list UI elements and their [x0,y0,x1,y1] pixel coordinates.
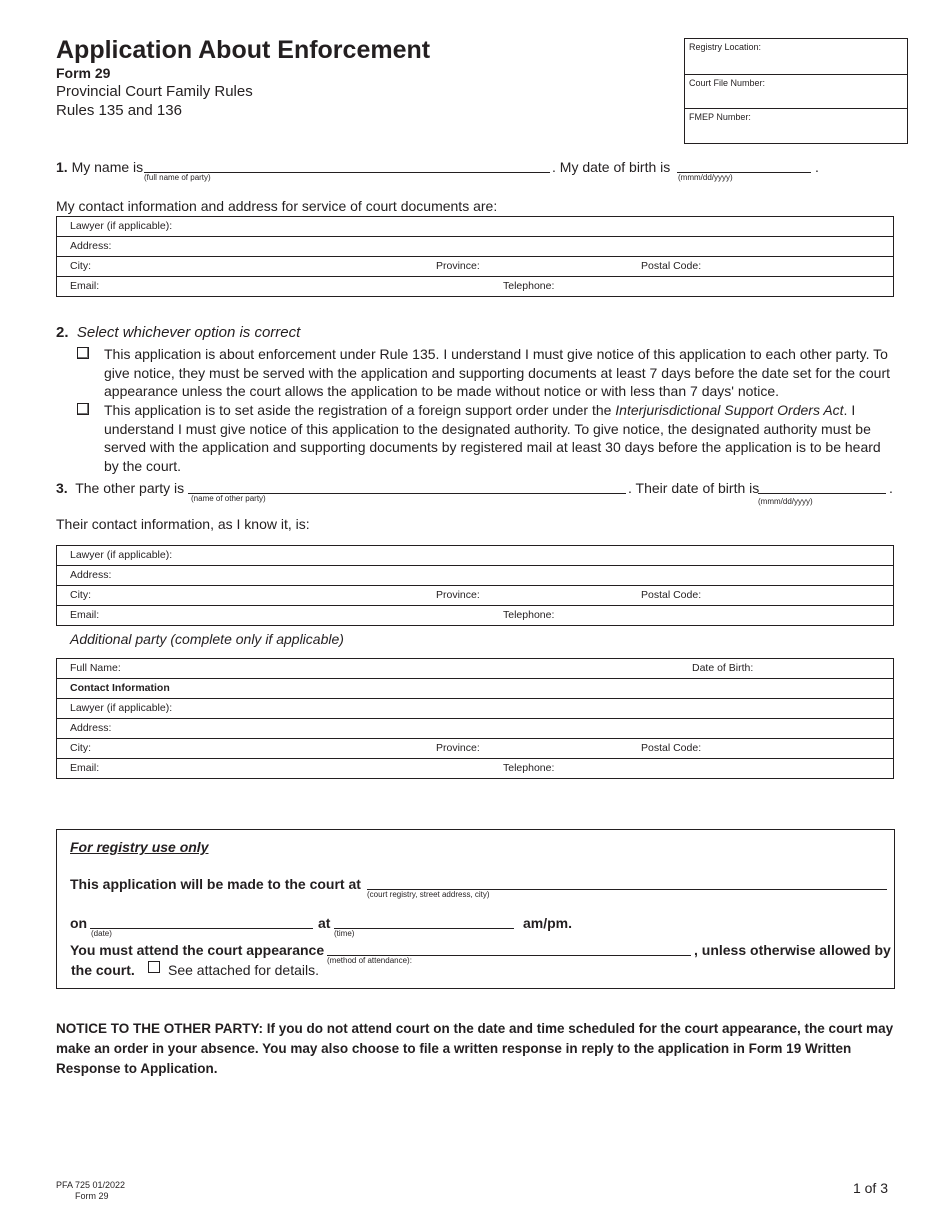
court-file-number-field[interactable] [685,75,907,109]
option-2-checkbox[interactable] [77,403,89,415]
section-2-heading-text: Select whichever option is correct [76,324,301,341]
attend-label: You must attend the court appearance [70,942,325,958]
date-caption: (date) [91,929,112,938]
postal-code-label: Postal Code: [641,742,702,754]
ampm-label: am/pm. [523,915,573,931]
lawyer-label: Lawyer (if applicable): [70,220,173,232]
section-3-number: 3. [56,480,68,496]
email-label: Email: [70,762,100,774]
province-label: Province: [436,589,480,601]
city-label: City: [70,589,91,601]
additional-dob-label: Date of Birth: [692,662,754,674]
other-dob-prefix: . Their date of birth is [628,480,760,496]
additional-lawyer-field[interactable] [57,699,894,719]
page-title: Application About Enforcement [56,36,431,64]
province-label: Province: [436,260,480,272]
other-contact-intro: Their contact information, as I know it, is: [56,516,310,532]
party-name-input[interactable] [144,158,550,173]
city-province-postal-row[interactable] [57,257,894,277]
option-2-text [104,401,894,475]
section-1-number: 1. [56,159,68,175]
city-label: City: [70,260,91,272]
page-number: 1 of 3 [852,1180,888,1196]
fmep-number-field[interactable] [685,109,907,143]
party-dob-caption: (mmm/dd/yyyy) [678,173,733,182]
court-file-number-label: Court File Number: [689,78,766,88]
dob-period: . [815,159,819,175]
notice-to-other-party: NOTICE TO THE OTHER PARTY: If you do not attend court on the date and time scheduled for the court appearance, the court may make an order in your absence. You may also choose to file a written response in reply to the application in Form 19 Written Response to Application. [56,1021,894,1076]
address-label: Address: [70,240,112,252]
court-location-input[interactable] [367,876,887,890]
see-attached-label: See attached for details. [168,962,319,978]
registry-location-field[interactable] [685,39,907,75]
contact-information-row [57,679,894,699]
appearance-date-input[interactable] [90,914,313,929]
other-party-prefix: The other party is [75,480,185,496]
province-label: Province: [436,742,480,754]
other-city-province-postal-row[interactable] [57,586,894,606]
other-lawyer-field[interactable] [57,546,894,566]
unless-text: , unless otherwise allowed by [694,942,891,958]
section-1-line [56,159,143,175]
address-field[interactable] [57,237,894,257]
name-prefix: My name is [71,159,144,175]
see-attached-checkbox[interactable] [148,961,160,973]
additional-city-province-postal-row[interactable] [57,739,894,759]
attendance-method-caption: (method of attendance): [327,956,412,965]
other-party-dob-input[interactable] [758,479,886,494]
other-dob-period: . [889,480,893,496]
other-party-dob-caption: (mmm/dd/yyyy) [758,497,813,506]
additional-address-field[interactable] [57,719,894,739]
other-party-name-input[interactable] [188,479,626,494]
telephone-label: Telephone: [503,609,555,621]
option-2-text-start: This application is to set aside the registration of a foreign support order under the [104,402,616,418]
section-3-line [56,480,184,496]
appearance-time-input[interactable] [334,914,514,929]
other-address-field[interactable] [57,566,894,586]
registry-location-label: Registry Location: [689,42,762,52]
address-label: Address: [70,569,112,581]
postal-code-label: Postal Code: [641,260,702,272]
option-1-checkbox[interactable] [77,347,89,359]
lawyer-field[interactable] [57,217,894,237]
email-telephone-row[interactable] [57,277,894,297]
rules-reference: Rules 135 and 136 [56,102,182,119]
option-1-text: This application is about enforcement under Rule 135. I understand I must give notice of this application to each other party. To give notice, they must be served with the application and supporting documents at least 7 days before the date set for the court appearance unless the court allows the application to be made without notice or with less than 7 days' notice. [104,346,891,399]
dob-prefix: . My date of birth is [552,159,671,175]
time-caption: (time) [334,929,355,938]
party-name-caption: (full name of party) [144,173,211,182]
additional-party-table [56,658,894,779]
registry-use-heading: For registry use only [70,839,209,855]
additional-fullname-row[interactable] [57,659,894,679]
telephone-label: Telephone: [503,762,555,774]
additional-email-telephone-row[interactable] [57,759,894,779]
lawyer-label: Lawyer (if applicable): [70,702,173,714]
lawyer-label: Lawyer (if applicable): [70,549,173,561]
fmep-number-label: FMEP Number: [689,112,751,122]
court-location-caption: (court registry, street address, city) [367,890,490,899]
the-court-text: the court. [71,962,135,978]
party-dob-input[interactable] [677,158,811,173]
postal-code-label: Postal Code: [641,589,702,601]
telephone-label: Telephone: [503,280,555,292]
contact-information-label: Contact Information [70,682,170,694]
at-label: at [318,915,331,931]
on-label: on [70,915,88,931]
full-name-label: Full Name: [70,662,121,674]
rules-title: Provincial Court Family Rules [56,83,253,100]
section-2-heading [56,324,300,341]
address-label: Address: [70,722,112,734]
email-label: Email: [70,609,100,621]
other-email-telephone-row[interactable] [57,606,894,626]
contact-intro: My contact information and address for service of court documents are: [56,198,498,214]
email-label: Email: [70,280,100,292]
court-location-label: This application will be made to the court at [70,876,361,892]
other-party-contact-table [56,545,894,626]
form-number: Form 29 [56,65,111,81]
registry-info-box [684,38,908,144]
registry-use-box [56,829,895,989]
attendance-method-input[interactable] [327,941,691,956]
option-2-text-end: . I understand I must give notice of this application to the designated authority. To give notice, the designated authority must be served with the application and supporting documents by registered mail at least 30 days before the application is to be heard by the court. [104,402,881,474]
footer-form-number: Form 29 [75,1191,109,1201]
other-party-name-caption: (name of other party) [191,494,266,503]
form-code: PFA 725 01/2022 [56,1180,126,1190]
section-2-number: 2. [56,324,69,341]
city-label: City: [70,742,91,754]
additional-party-heading: Additional party (complete only if applicable) [70,631,344,647]
party-contact-table [56,216,894,297]
option-2-act-name: Interjurisdictional Support Orders Act [615,402,844,418]
